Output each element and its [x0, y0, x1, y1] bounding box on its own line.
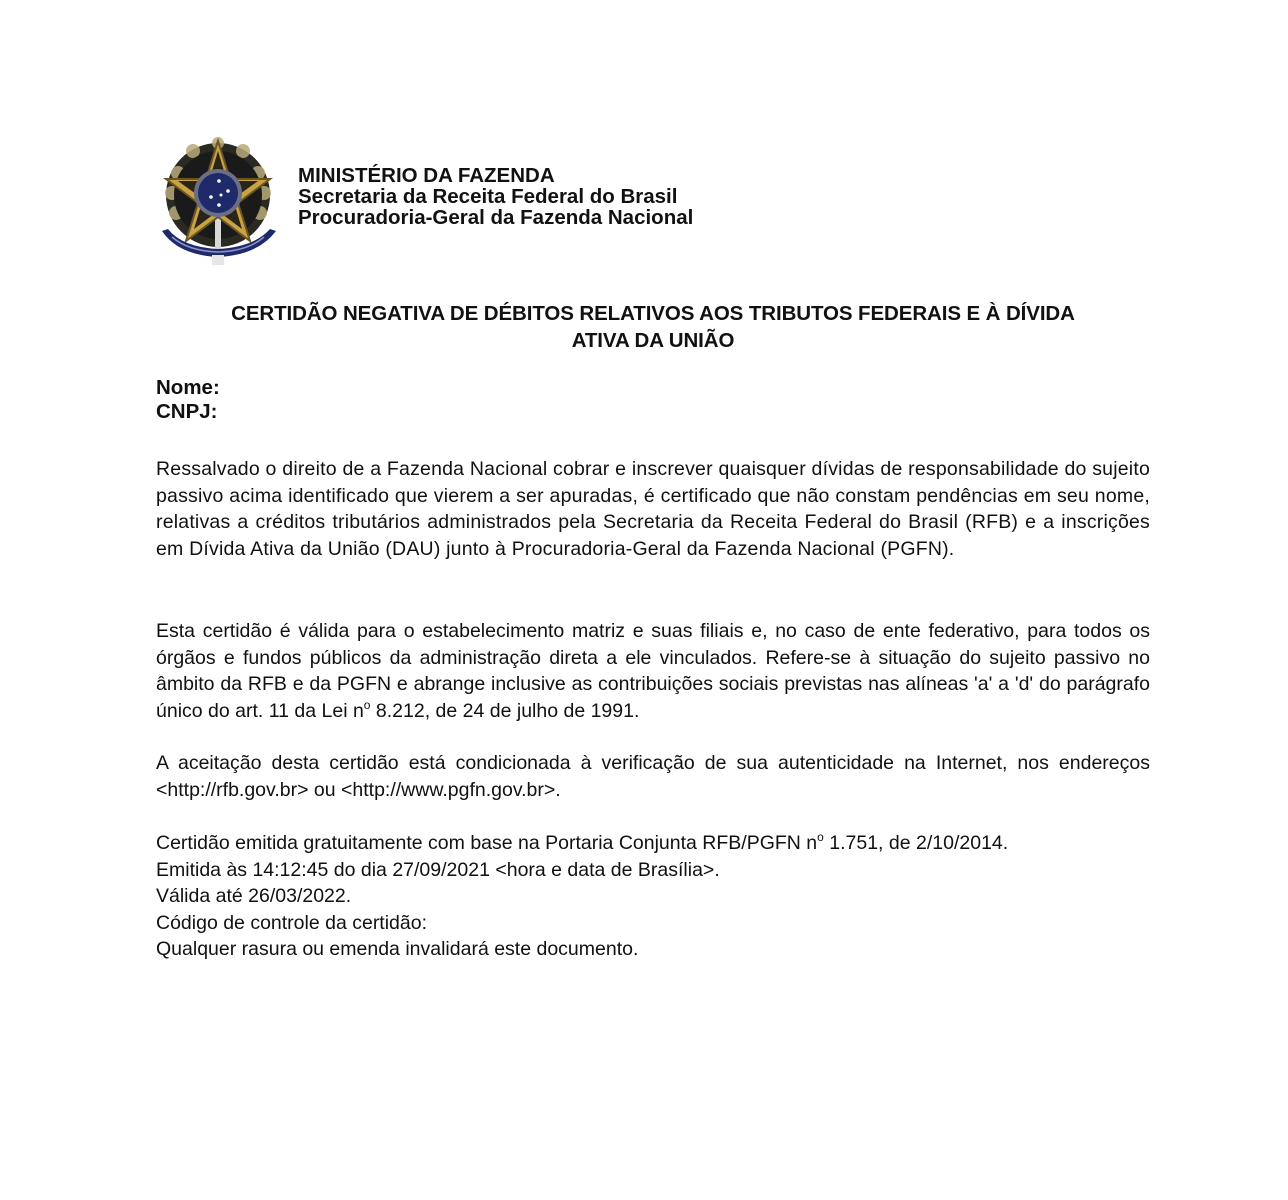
- name-row: [156, 376, 220, 400]
- rfb-link[interactable]: <http://rfb.gov.br>: [156, 778, 309, 801]
- cnpj-label: CNPJ:: [156, 400, 218, 423]
- valid-until: Válida até 26/03/2022.: [156, 885, 352, 907]
- validity-text: Esta certidão é válida para o estabelecimento matriz e suas filiais e, no caso de ente federativo, para todos os órgãos e fundos públicos da administração direta a ele vinculados. Refere-se à situação do sujeito passivo no âmbito da RFB e da PGFN e abrange inclusive as contribuições sociais previstas nas alíneas 'a' a 'd' do parágrafo único do art. 11 da Lei n: [156, 620, 1150, 722]
- issuing-organization: [298, 165, 693, 228]
- issuance-basis: [156, 830, 1008, 857]
- taxpayer-identification: [156, 376, 220, 424]
- ordinal-indicator: o: [363, 697, 371, 712]
- issuance-basis-text: Certidão emitida gratuitamente com base na Portaria Conjunta RFB/PGFN n: [156, 832, 818, 854]
- authenticity-end: .: [555, 778, 561, 801]
- control-code-row: [156, 910, 1008, 937]
- pgfn-link[interactable]: <http://www.pgfn.gov.br>: [341, 778, 556, 801]
- document-title: [150, 300, 1156, 354]
- authenticity-text: A aceitação desta certidão está condicionada à verificação de sua autenticidade na Internet, nos endereços: [156, 752, 1150, 774]
- attorney-office-name: Procuradoria-Geral da Fazenda Nacional: [298, 205, 694, 229]
- disclaimer: Qualquer rasura ou emenda invalidará este documento.: [156, 938, 639, 960]
- secretariat-name: Secretaria da Receita Federal do Brasil: [298, 184, 678, 208]
- name-label: Nome:: [156, 376, 220, 399]
- document-header: [158, 133, 693, 265]
- issuance-details: [156, 830, 1008, 963]
- title-line-2: ATIVA DA UNIÃO: [571, 329, 735, 352]
- validity-text-end: 8.212, de 24 de julho de 1991.: [370, 699, 640, 722]
- control-code-label: Código de controle da certidão:: [156, 911, 428, 934]
- title-line-1: CERTIDÃO NEGATIVA DE DÉBITOS RELATIVOS AOS TRIBUTOS FEDERAIS E À DÍVIDA: [231, 302, 1075, 325]
- ministry-name: MINISTÉRIO DA FAZENDA: [298, 163, 555, 187]
- issued-at: Emitida às 14:12:45 do dia 27/09/2021 <hora e data de Brasília>.: [156, 858, 720, 881]
- authenticity-conjunction: ou: [308, 778, 342, 801]
- brazil-coat-of-arms-icon: [158, 133, 280, 265]
- issuance-basis-end: 1.751, de 2/10/2014.: [823, 832, 1009, 854]
- certification-paragraph: Ressalvado o direito de a Fazenda Nacional cobrar e inscrever quaisquer dívidas de responsabilidade do sujeito passivo acima identificado que vierem a ser apuradas, é certificado que não constam pendências em seu nome, relativas a créditos tributários administrados pela Secretaria da Receita Federal do Brasil (RFB) e a inscrições em Dívida Ativa da União (DAU) junto à Procuradoria-Geral da Fazenda Nacional (PGFN).: [156, 458, 1150, 560]
- ordinal-indicator: o: [817, 830, 824, 844]
- authenticity-paragraph: [156, 750, 1150, 803]
- validity-scope-paragraph: [156, 618, 1150, 724]
- cnpj-row: [156, 400, 220, 424]
